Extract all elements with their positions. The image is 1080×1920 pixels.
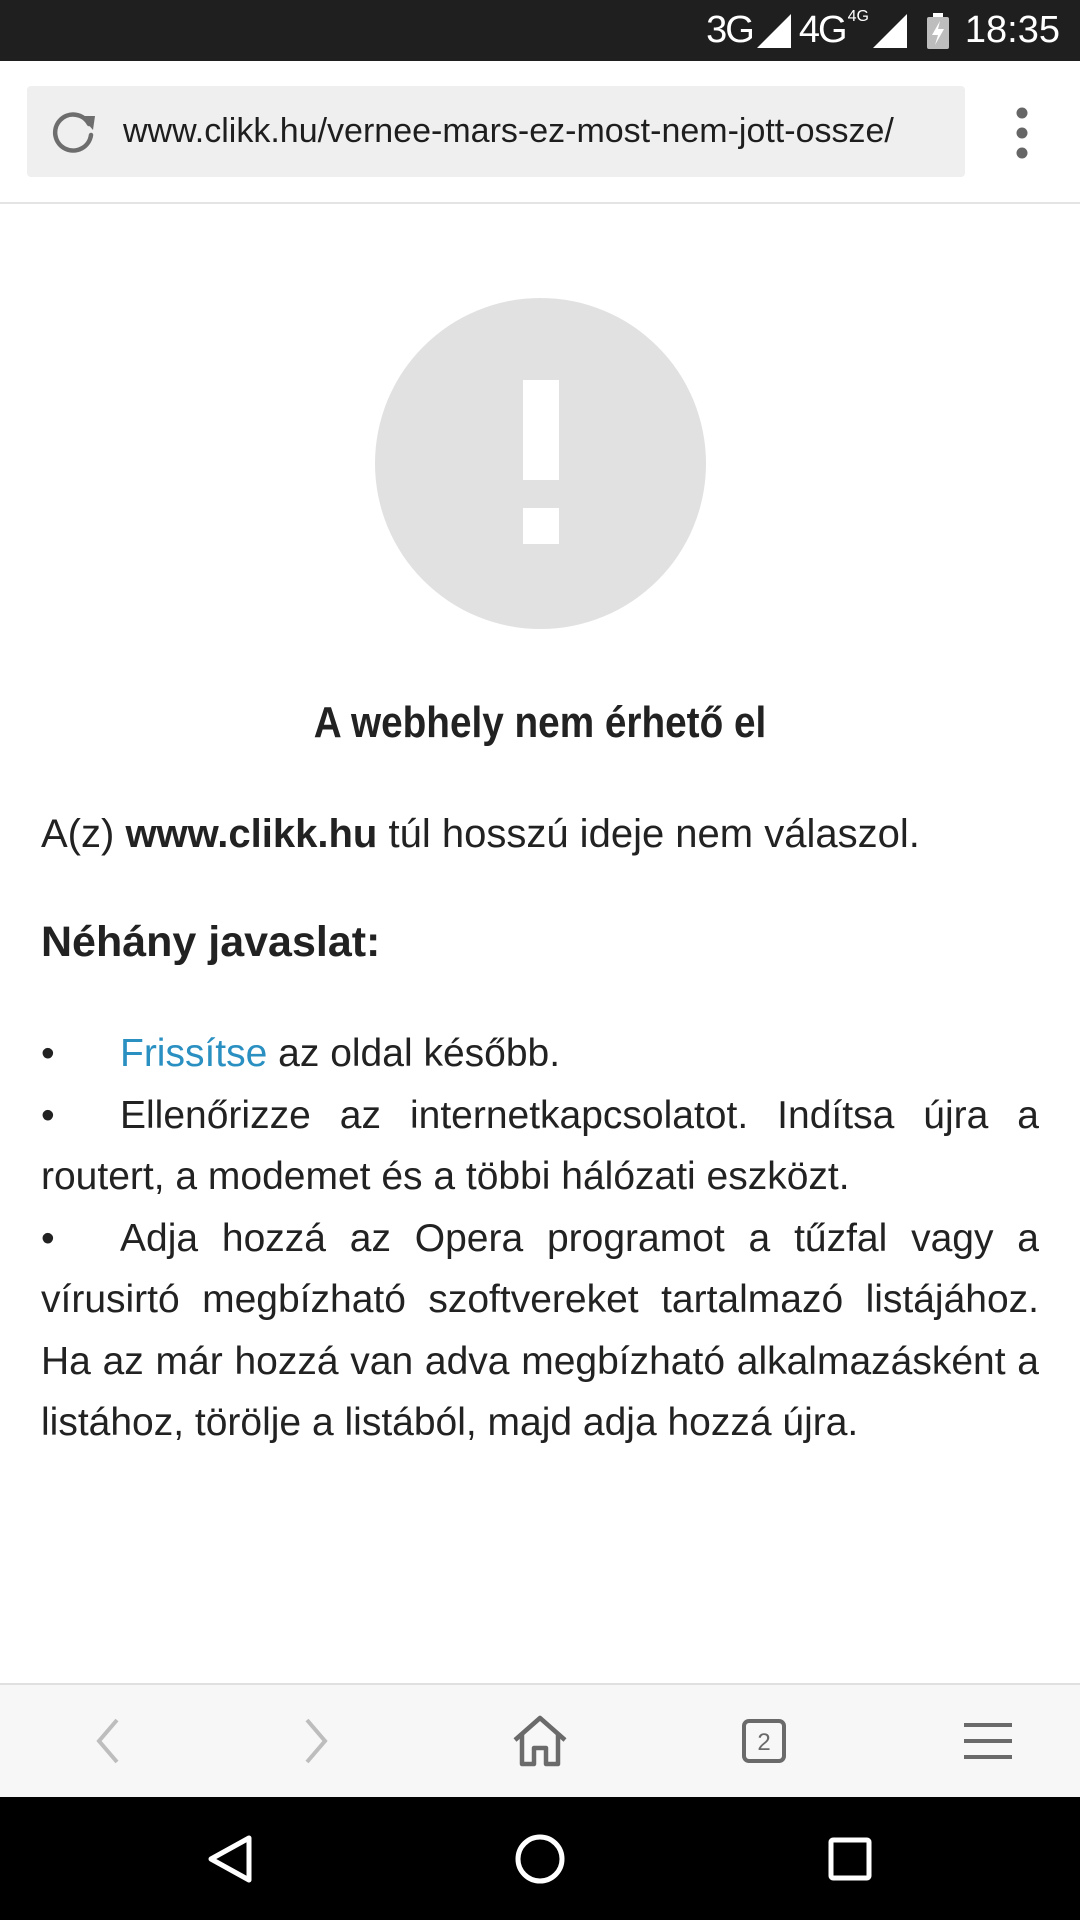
tabs-icon[interactable] [741,1718,787,1764]
exclamation-dot [523,508,559,544]
url-text: www.clikk.hu/vernee-mars-ez-most-nem-jott-ossze/ [123,112,894,150]
suggestions-heading: Néhány javaslat: [41,918,381,966]
address-bar [0,61,1080,204]
system-recents-button[interactable] [750,1797,950,1920]
status-bar [0,0,1080,61]
network-3g-label: 3G [706,9,753,51]
back-button[interactable] [0,1685,216,1797]
system-recents-icon[interactable] [827,1836,873,1882]
url-field[interactable] [27,86,965,177]
reload-icon[interactable] [45,104,101,160]
network-3g [706,9,791,52]
bullet: • [41,1032,55,1075]
exclamation-bar [523,380,559,480]
back-icon[interactable] [93,1716,123,1766]
suggestion-text: Adja hozzá az Opera programot a tűzfal vagy a vírusirtó megbízható szoftvereket tartalmazó listájához. Ha az már hozzá van adva megbízható alkalmazásként a listához, törölje a listából, majd adja hozzá újra. [41,1216,1039,1444]
signal-icon [873,14,907,48]
overflow-menu-icon[interactable] [1005,105,1039,161]
menu-icon[interactable] [963,1721,1013,1761]
error-desc-host: www.clikk.hu [125,812,378,856]
forward-button[interactable] [208,1685,424,1797]
forward-icon[interactable] [301,1716,331,1766]
home-button[interactable] [432,1685,648,1797]
suggestion-item [41,1085,1039,1208]
status-time: 18:35 [964,9,1060,51]
system-navigation-bar [0,1797,1080,1920]
system-back-icon[interactable] [207,1834,253,1884]
suggestion-text: Ellenőrizze az internetkapcsolatot. Indítsa újra a routert, a modemet és a többi hálózati eszközt. [41,1093,1039,1198]
suggestion-item [41,1023,1039,1085]
bullet: • [41,1216,55,1260]
suggestion-text: az oldal később. [267,1032,561,1075]
system-home-button[interactable] [440,1797,640,1920]
home-icon[interactable] [511,1714,569,1768]
system-back-button[interactable] [130,1797,330,1920]
suggestions-list [41,1023,1039,1454]
tab-count: 2 [757,1729,771,1756]
main-menu-button[interactable] [880,1685,1080,1797]
system-home-icon[interactable] [514,1833,566,1885]
network-4g-sup: 4G [847,7,869,25]
error-description [41,812,1041,857]
suggestion-item [41,1208,1039,1454]
battery-icon [927,13,949,49]
browser-bottom-bar [0,1683,1080,1797]
signal-icon [757,14,791,48]
error-desc-suffix: túl hosszú ideje nem válaszol. [377,812,920,856]
bullet: • [41,1093,55,1137]
error-desc-prefix: A(z) [41,812,126,856]
network-4g-label: 4G [798,9,846,51]
tabs-button[interactable] [656,1685,872,1797]
error-title: A webhely nem érhető el [313,698,767,747]
network-4g [799,9,907,52]
error-exclamation-icon [375,298,706,629]
reload-link[interactable]: Frissítse [120,1032,268,1075]
